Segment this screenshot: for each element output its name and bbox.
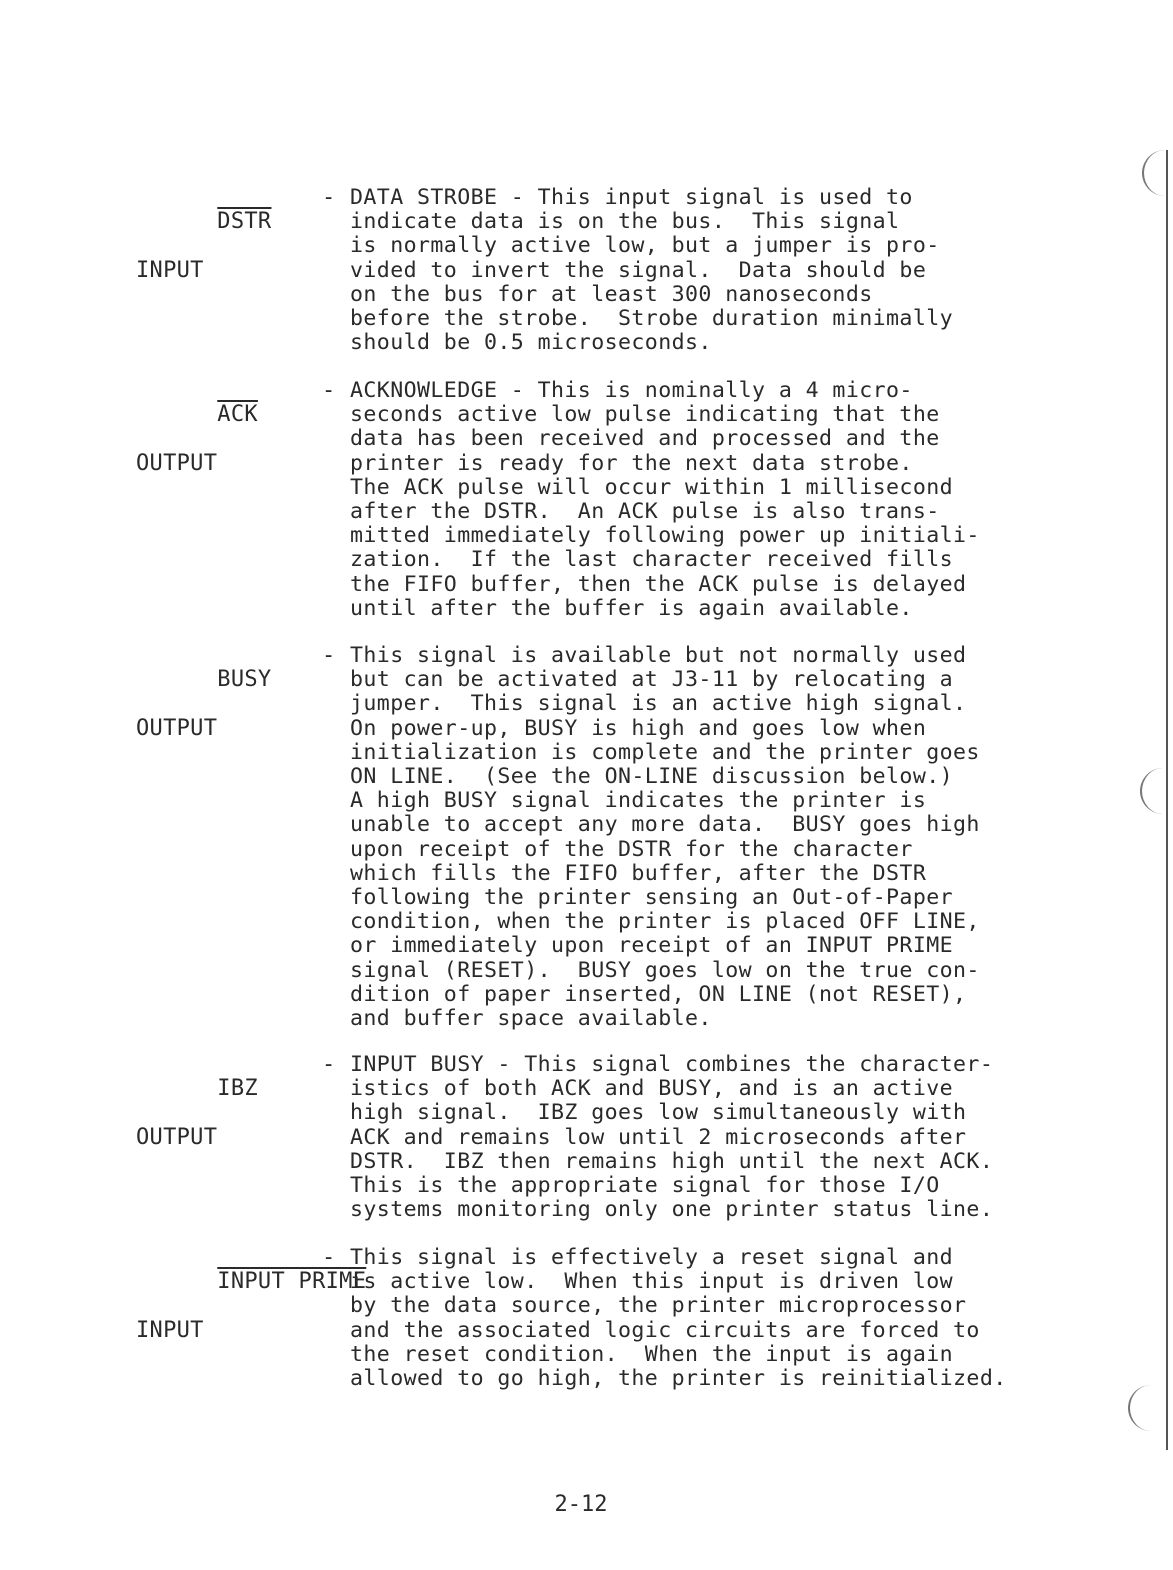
term-dash: -: [322, 378, 336, 403]
binder-hole-icon: [1142, 150, 1170, 196]
term-dash: -: [322, 185, 336, 210]
term-signal-name: INPUT PRIME: [217, 1269, 367, 1295]
term-description: This signal is effectively a reset signal and is active low. When this input is driven low by the data source, the printer microprocessor and the associated logic circuits are forced to the reset condition. When the input is again allowed to go high, the printer is reinitialized.: [350, 1245, 1007, 1392]
term-signal-name: BUSY: [217, 667, 272, 693]
term-description: DATA STROBE - This input signal is used to indicate data is on the bus. This signal is normally active low, but a jumper is pro- vided to invert the signal. Data should be on the bus for at least 300 nanoseconds before the strobe. Strobe duration minimally should be 0.5 microseconds.: [350, 185, 954, 356]
binder-hole-icon: [1140, 768, 1168, 814]
term-description: ACKNOWLEDGE - This is nominally a 4 micro- seconds active low pulse indicating that the data has been received and processed and the printer is ready for the next data strobe. The ACK pulse will occur within 1 millisecond after the DSTR. An ACK pulse is also trans- mitted immediately following power up initiali- zation. If the last character received fills the FIFO buffer, then the ACK pulse is delayed until after the buffer is again available.: [350, 378, 980, 621]
page-number: 2-12: [554, 1492, 608, 1517]
term-signal-name: $\overline{ACK}$: [217, 402, 258, 428]
term-dash: -: [322, 643, 336, 668]
term-dash: -: [322, 1052, 336, 1077]
term-label: [136, 644, 271, 765]
term-label: [136, 1053, 258, 1174]
term-label: [136, 186, 271, 307]
term-direction: OUTPUT: [136, 1124, 218, 1150]
term-dash: -: [322, 1245, 336, 1270]
term-signal-name: IBZ: [217, 1076, 258, 1102]
term-direction: OUTPUT: [136, 450, 218, 476]
term-direction: OUTPUT: [136, 715, 218, 741]
binder-hole-icon: [1128, 1385, 1156, 1431]
term-direction: INPUT: [136, 257, 204, 283]
term-description: This signal is available but not normally used but can be activated at J3-11 by relocating a jumper. This signal is an active high signal. On power-up, BUSY is high and goes low when initialization is complete and the printer goes ON LINE. (See the ON-LINE discussion below.) A high BUSY signal indicates the printer is unable to accept any more data. BUSY goes high upon receipt of the DSTR for the character which fills the FIFO buffer, after the DSTR following the printer sensing an Out-of-Paper condition, when the printer is placed OFF LINE, or immediately upon receipt of an INPUT PRIME signal (RESET). BUSY goes low on the true con- dition of paper inserted, ON LINE (not RESET), and buffer space available.: [350, 643, 980, 1032]
term-direction: INPUT: [136, 1317, 204, 1343]
term-signal-name: DSTR: [217, 209, 272, 235]
term-label: [136, 379, 258, 500]
term-description: INPUT BUSY - This signal combines the character- istics of both ACK and BUSY, and is an active high signal. IBZ goes low simultaneously with ACK and remains low until 2 microseconds after DSTR. IBZ then remains high until the next ACK. This is the appropriate signal for those I/O systems monitoring only one printer status line.: [350, 1052, 994, 1223]
